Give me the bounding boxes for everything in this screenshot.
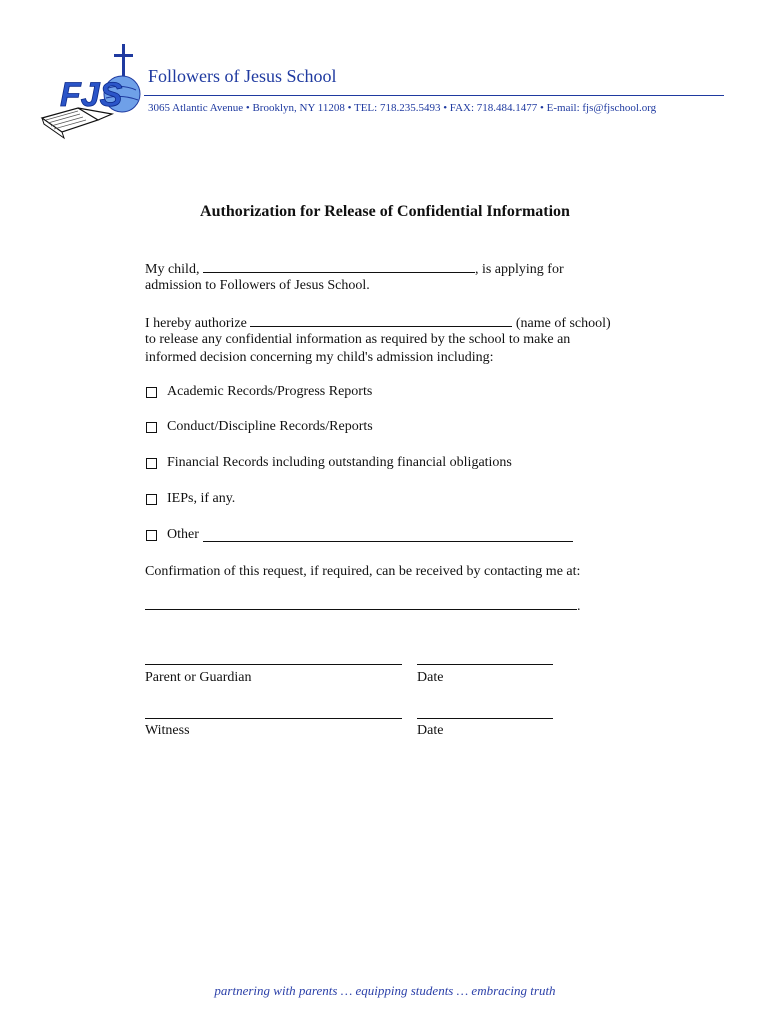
checklist-label: Other	[167, 527, 199, 542]
witness-signature-line[interactable]	[145, 718, 402, 719]
child-name-line	[145, 259, 564, 279]
school-logo	[38, 44, 142, 140]
date-label-2: Date	[417, 723, 444, 738]
parent-label: Parent or Guardian	[145, 670, 252, 685]
authorize-line	[145, 313, 611, 333]
checklist-item	[146, 527, 573, 543]
checklist-item	[146, 384, 372, 400]
release-text: to release any confidential information as required by the school to make an	[145, 332, 571, 347]
address-line: 3065 Atlantic Avenue • Brooklyn, NY 11208 • TEL: 718.235.5493 • FAX: 718.484.1477 • E-mail: fjs@fjschool.org	[148, 102, 657, 114]
checkbox-financial[interactable]	[146, 458, 157, 469]
checkbox-other[interactable]	[146, 530, 157, 541]
footer-tagline: partnering with parents … equipping students … embracing truth	[214, 983, 556, 998]
child-name-field[interactable]	[203, 259, 475, 273]
child-prefix: My child,	[145, 262, 200, 277]
decision-text: informed decision concerning my child's admission including:	[145, 350, 494, 365]
witness-label: Witness	[145, 723, 190, 738]
document-title: Authorization for Release of Confidential Information	[200, 203, 570, 220]
contact-field[interactable]	[145, 596, 577, 610]
admission-text: admission to Followers of Jesus School.	[145, 278, 370, 293]
checklist-item	[146, 419, 373, 435]
logo-letters: FJS	[60, 76, 123, 114]
date-line-2[interactable]	[417, 718, 553, 719]
checklist-item	[146, 455, 512, 471]
checklist-label: IEPs, if any.	[167, 491, 236, 506]
checklist-item	[146, 491, 235, 507]
contact-line	[145, 596, 581, 616]
checklist-label: Financial Records including outstanding financial obligations	[167, 455, 512, 470]
school-name-field[interactable]	[250, 313, 512, 327]
child-suffix: , is applying for	[474, 262, 564, 277]
checkbox-academic[interactable]	[146, 387, 157, 398]
parent-signature-line[interactable]	[145, 664, 402, 665]
header-rule	[144, 95, 724, 96]
contact-period: .	[577, 599, 581, 614]
checklist-label: Academic Records/Progress Reports	[167, 384, 373, 399]
checkbox-ieps[interactable]	[146, 494, 157, 505]
checklist-label: Conduct/Discipline Records/Reports	[167, 419, 373, 434]
authorize-suffix: (name of school)	[515, 316, 611, 331]
confirmation-text: Confirmation of this request, if required, can be received by contacting me at:	[145, 564, 581, 579]
authorize-prefix: I hereby authorize	[145, 316, 247, 331]
checkbox-conduct[interactable]	[146, 422, 157, 433]
logo-graphic	[38, 44, 142, 140]
school-name: Followers of Jesus School	[148, 66, 337, 86]
other-field[interactable]	[203, 528, 573, 542]
date-line-1[interactable]	[417, 664, 553, 665]
date-label-1: Date	[417, 670, 444, 685]
